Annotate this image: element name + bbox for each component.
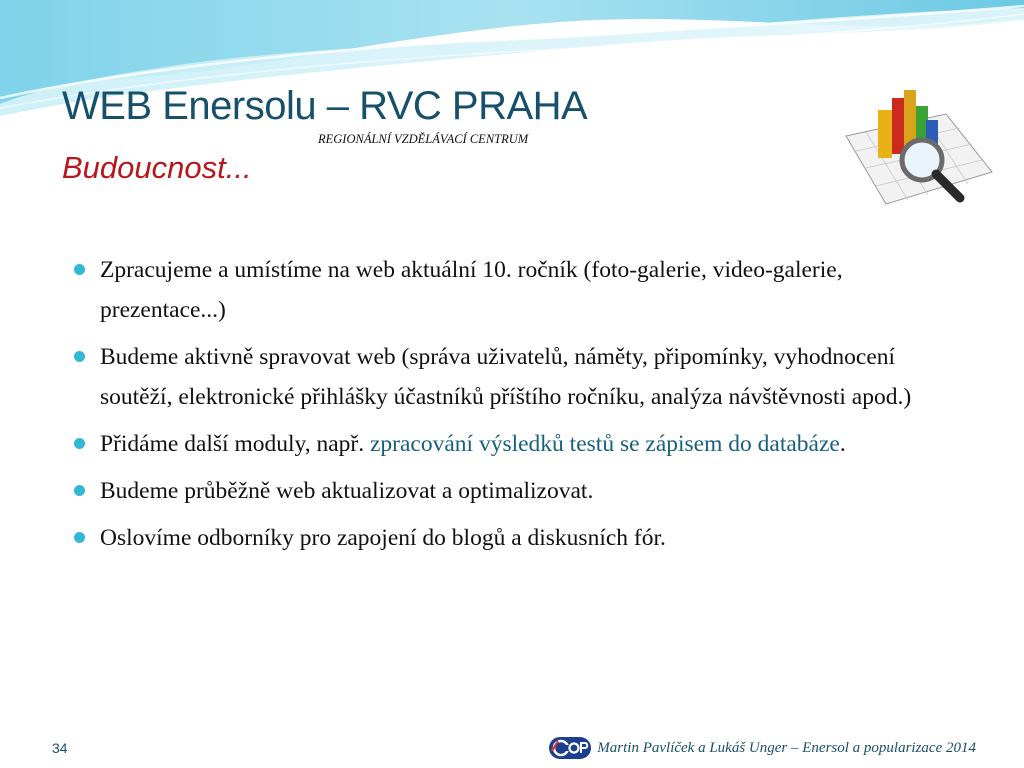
page-number: 34 xyxy=(52,740,68,756)
bullet-text-suffix: . xyxy=(839,431,846,457)
bullet-marker xyxy=(74,485,85,496)
bullet-text-prefix: Přidáme další moduly, např. xyxy=(100,431,370,457)
bullet-text: Budeme průběžně web aktualizovat a optimalizovat. xyxy=(100,478,594,504)
bullet-marker xyxy=(74,532,85,543)
bullet-item xyxy=(72,424,972,464)
bullet-item xyxy=(72,471,972,511)
bullet-item xyxy=(72,337,972,417)
bullet-text: Zpracujeme a umístíme na web aktuální 10. ročník (foto-galerie, video-galerie, prezentace...) xyxy=(100,257,843,323)
bullet-item xyxy=(72,518,972,558)
chart-magnifier-icon xyxy=(826,76,1002,222)
bullet-marker xyxy=(74,264,85,275)
title-note: REGIONÁLNÍ VZDĚLÁVACÍ CENTRUM xyxy=(318,132,529,146)
bullet-marker xyxy=(74,438,85,449)
footer xyxy=(549,737,976,759)
bullet-item xyxy=(72,250,972,330)
bullet-text: Oslovíme odborníky pro zapojení do blogů a diskusních fór. xyxy=(100,525,666,551)
footer-text: Martin Pavlíček a Lukáš Unger – Enersol a popularizace 2014 xyxy=(597,739,976,756)
bullet-marker xyxy=(74,351,85,362)
cop-logo-icon xyxy=(549,737,591,759)
bullet-list xyxy=(72,250,972,565)
modules-link[interactable]: zpracování výsledků testů se zápisem do databáze xyxy=(370,431,840,457)
bullet-text: Budeme aktivně spravovat web (správa uživatelů, náměty, připomínky, vyhodnocení soutěží, elektronické přihlášky účastníků příštího ročníku, analýza návštěvnosti apod.) xyxy=(100,344,912,410)
slide-subheading: Budoucnost... xyxy=(62,150,252,185)
slide-title: WEB Enersolu – RVC PRAHA xyxy=(62,84,588,128)
